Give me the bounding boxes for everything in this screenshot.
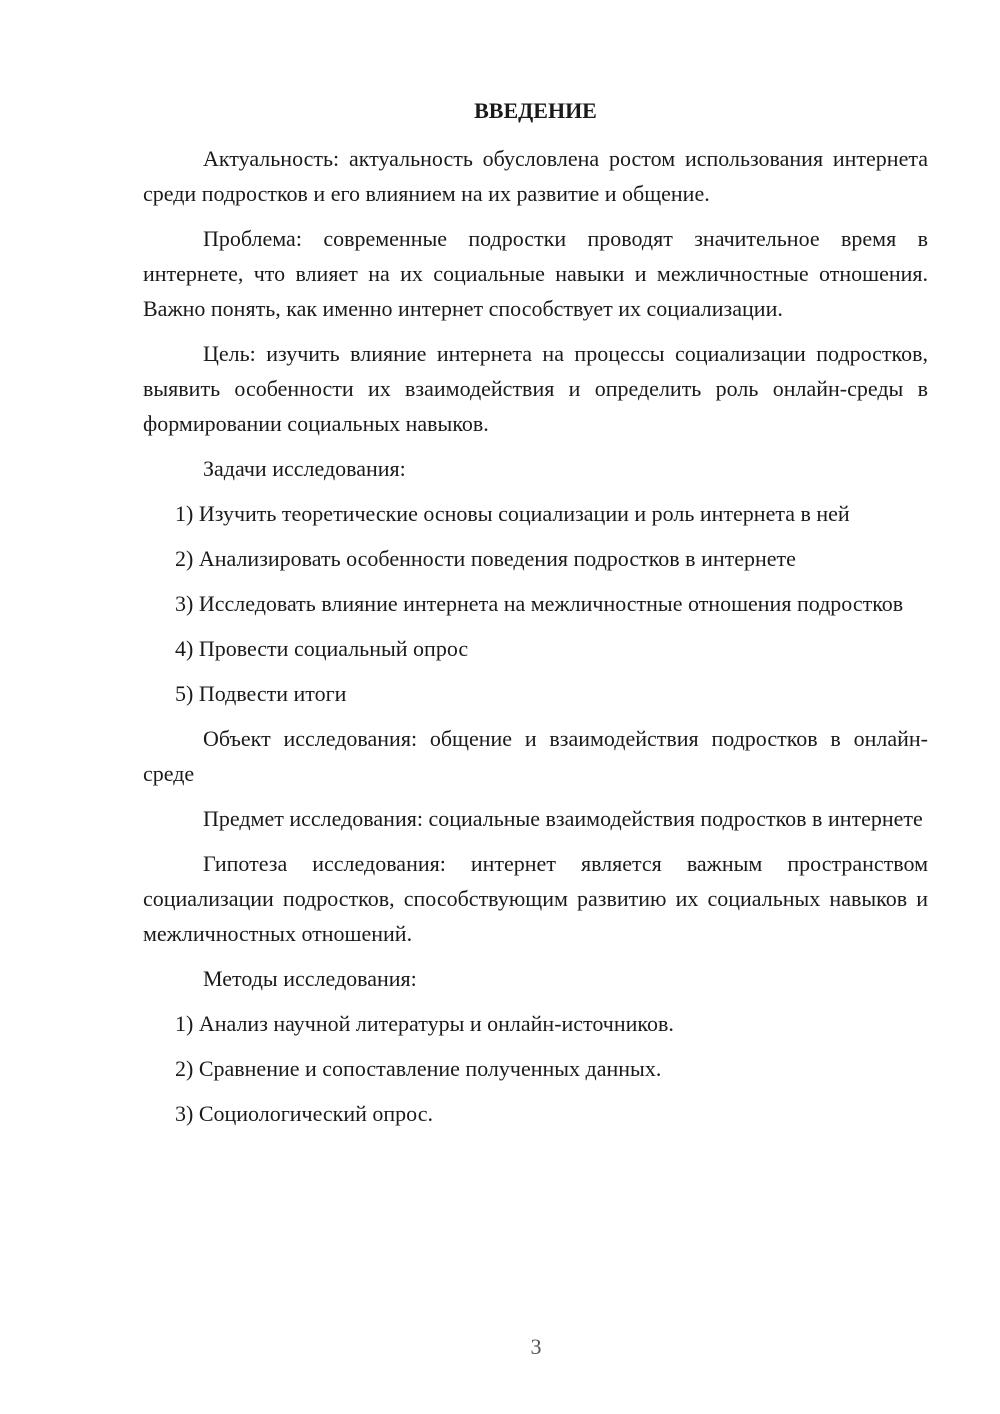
- goal-paragraph: Цель: изучить влияние интернета на процессы социализации подростков, выявить особенности их взаимодействия и определить роль онлайн-среды в формировании социальных навыков.: [143, 341, 928, 436]
- task-item: 3) Исследовать влияние интернета на межличностные отношения подростков: [175, 591, 904, 616]
- problem-paragraph: Проблема: современные подростки проводят значительное время в интернете, что влияет на их социальные навыки и межличностные отношения. Важно понять, как именно интернет способствует их социализации.: [143, 226, 928, 321]
- task-item: 1) Изучить теоретические основы социализации и роль интернета в ней: [175, 501, 850, 526]
- tasks-heading: Задачи исследования:: [203, 456, 406, 481]
- task-item: 4) Провести социальный опрос: [175, 636, 469, 661]
- subject-paragraph: Предмет исследования: социальные взаимодействия подростков в интернете: [203, 806, 923, 831]
- method-item: 1) Анализ научной литературы и онлайн-источников.: [175, 1011, 674, 1036]
- document-page: [143, 93, 928, 1141]
- method-item: 2) Сравнение и сопоставление полученных данных.: [175, 1056, 662, 1081]
- object-paragraph: Объект исследования: общение и взаимодействия подростков в онлайн-среде: [143, 726, 928, 786]
- section-title: ВВЕДЕНИЕ: [474, 98, 597, 123]
- task-item: 5) Подвести итоги: [175, 681, 347, 706]
- hypothesis-paragraph: Гипотеза исследования: интернет является важным пространством социализации подростков, способствующим развитию их социальных навыков и межличностных отношений.: [143, 851, 928, 946]
- method-item: 3) Социологический опрос.: [175, 1101, 433, 1126]
- task-item: 2) Анализировать особенности поведения подростков в интернете: [175, 546, 796, 571]
- page-number: 3: [530, 1334, 542, 1359]
- methods-heading: Методы исследования:: [203, 966, 417, 991]
- relevance-paragraph: Актуальность: актуальность обусловлена ростом использования интернета среди подростков и его влиянием на их развитие и общение.: [143, 146, 928, 206]
